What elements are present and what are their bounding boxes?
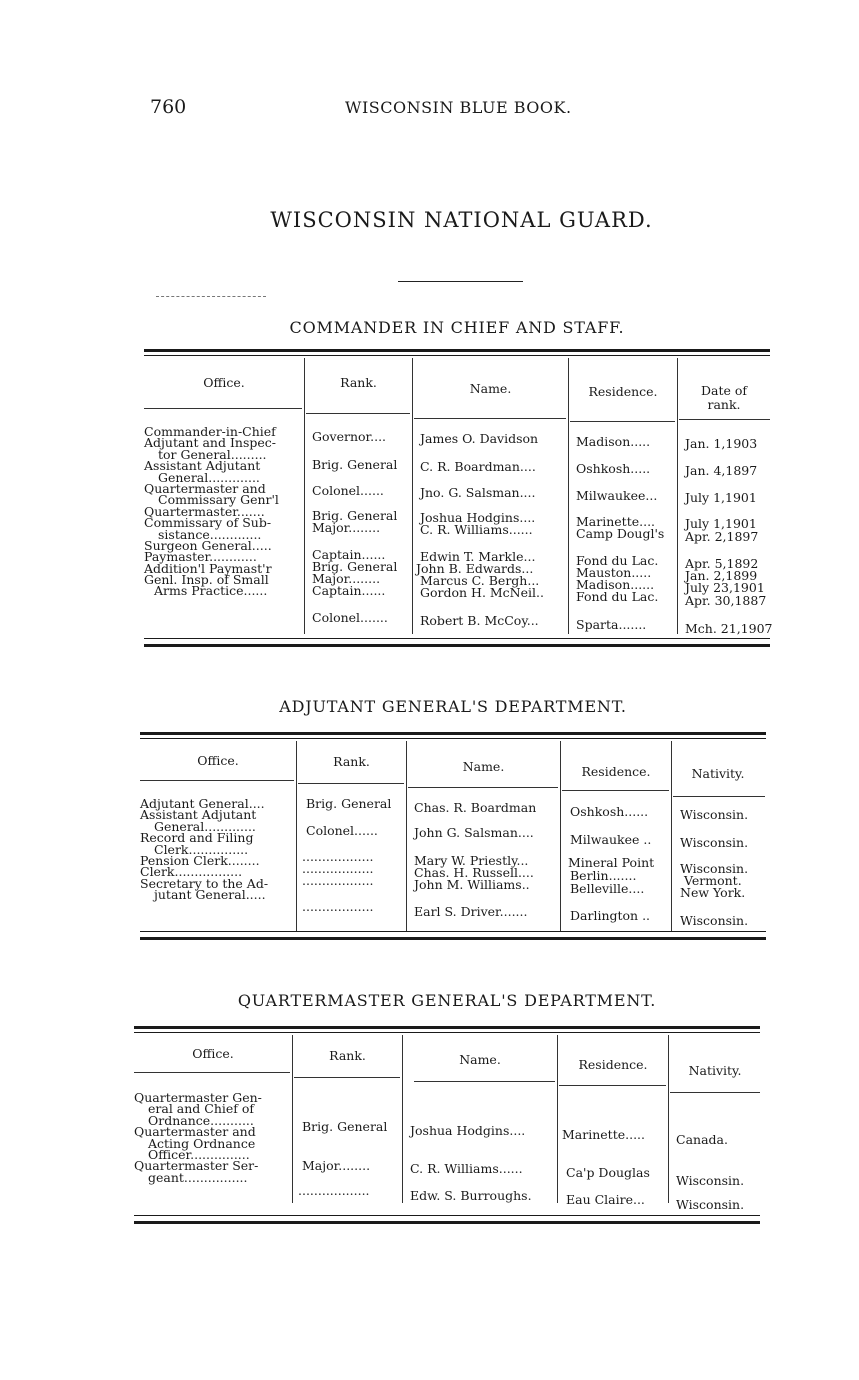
- table-bottom-rule: [134, 1221, 760, 1224]
- residence-cell: Fond du Lac.: [576, 553, 659, 568]
- office-line: Addition'l Paymast'r: [144, 560, 272, 576]
- date-cell: July 1,1901: [685, 490, 757, 505]
- header-name: Name.: [469, 381, 512, 396]
- header-office: Office.: [197, 753, 239, 768]
- section-title: QUARTERMASTER GENERAL'S DEPARTMENT.: [237, 991, 657, 1010]
- name-cell: C. R. Williams......: [420, 522, 533, 537]
- rank-cell: Major........: [312, 520, 381, 535]
- section-adjutant-general: [140, 697, 766, 947]
- title-rule: [398, 281, 523, 282]
- header-rule: [140, 780, 294, 781]
- header-rule: [414, 418, 566, 419]
- table-bottom-rule: [144, 644, 770, 647]
- residence-cell: Madison.....: [576, 434, 651, 449]
- name-cell: Mary W. Priestly...: [414, 853, 529, 868]
- office-line: Clerk.................: [140, 864, 243, 880]
- office-line: Adjutant and Inspec-: [144, 435, 276, 451]
- header-rule: [134, 1072, 290, 1073]
- residence-cell: Ca'p Douglas: [566, 1165, 650, 1180]
- table-top-rule-thin: [134, 1032, 760, 1033]
- office-line: geant................: [148, 1169, 248, 1185]
- date-cell: Apr. 5,1892: [685, 556, 759, 571]
- header-rule: [562, 790, 669, 791]
- residence-cell: Belleville....: [570, 881, 645, 896]
- header-rule: [679, 419, 770, 420]
- office-column: [144, 426, 279, 597]
- residence-cell: Marinette....: [576, 514, 656, 529]
- header-rank: Rank.: [333, 754, 370, 769]
- residence-cell: Milwaukee ..: [570, 832, 652, 847]
- name-cell: Gordon H. McNeil..: [420, 585, 544, 600]
- office-line: Commander-in-Chief: [144, 424, 276, 439]
- header-rule: [414, 1081, 555, 1082]
- rank-cell: Colonel......: [306, 823, 378, 838]
- column-divider: [677, 358, 678, 634]
- name-cell: John M. Williams..: [414, 877, 530, 892]
- office-line: Quartermaster and: [134, 1124, 256, 1140]
- residence-cell: Fond du Lac.: [576, 589, 659, 604]
- date-cell: Mch. 21,1907: [685, 621, 773, 636]
- office-line: Genl. Insp. of Small: [144, 572, 269, 588]
- section-title: ADJUTANT GENERAL'S DEPARTMENT.: [279, 697, 627, 716]
- office-line: Assistant Adjutant: [144, 458, 261, 474]
- name-cell: Robert B. McCoy...: [420, 613, 539, 628]
- rank-cell: Colonel.......: [312, 610, 388, 625]
- date-cell: Jan. 1,1903: [685, 436, 758, 451]
- date-cell: July 23,1901: [685, 580, 765, 595]
- header-rule: [408, 787, 558, 788]
- residence-cell: Milwaukee...: [576, 488, 658, 503]
- office-line: Clerk...............: [154, 841, 249, 857]
- residence-cell: Sparta.......: [576, 617, 647, 632]
- decorative-dash: [156, 296, 266, 297]
- office-column: [134, 1092, 262, 1183]
- table-bottom-rule-thin: [140, 931, 766, 932]
- header-office: Office.: [203, 375, 245, 390]
- header-rule: [670, 1092, 760, 1093]
- rank-cell: Brig. General: [312, 508, 398, 523]
- page-number: 760: [150, 96, 187, 118]
- residence-cell: Oshkosh......: [570, 804, 649, 819]
- table-bottom-rule: [140, 937, 766, 940]
- rank-cell: Major........: [312, 571, 381, 586]
- name-cell: Joshua Hodgins....: [410, 1123, 526, 1138]
- table-top-rule-thin: [144, 355, 770, 356]
- office-line: Quartermaster Ser-: [134, 1158, 259, 1174]
- column-divider: [671, 741, 672, 931]
- header-nativity: Nativity.: [688, 1063, 742, 1078]
- rank-cell: ..................: [298, 1183, 370, 1198]
- name-cell: Edwin T. Markle...: [420, 549, 536, 564]
- office-line: Commissary of Sub-: [144, 515, 272, 531]
- office-line: Adjutant General....: [140, 796, 265, 811]
- date-cell: Jan. 4,1897: [685, 463, 758, 478]
- header-office: Office.: [192, 1046, 234, 1061]
- header-name: Name.: [462, 759, 505, 774]
- residence-cell: Eau Claire...: [566, 1192, 645, 1207]
- office-line: Quartermaster Gen-: [134, 1090, 262, 1105]
- table-top-rule-thin: [140, 738, 766, 739]
- nativity-cell: Wisconsin.: [680, 861, 749, 876]
- header-rule: [306, 413, 410, 414]
- rank-cell: ..................: [302, 873, 374, 888]
- rank-cell: ..................: [302, 849, 374, 864]
- office-line: sistance.............: [158, 526, 262, 542]
- name-cell: Chas. R. Boardman: [414, 800, 537, 815]
- nativity-cell: Wisconsin.: [680, 913, 749, 928]
- office-line: Ordnance...........: [148, 1112, 254, 1128]
- office-line: eral and Chief of: [148, 1101, 255, 1117]
- name-cell: Earl S. Driver.......: [414, 904, 528, 919]
- section-title: COMMANDER IN CHIEF AND STAFF.: [289, 318, 625, 337]
- name-cell: Jno. G. Salsman....: [420, 485, 536, 500]
- table-top-rule: [144, 349, 770, 352]
- date-cell: Apr. 2,1897: [685, 529, 759, 544]
- name-cell: John G. Salsman....: [414, 825, 534, 840]
- rank-cell: Colonel......: [312, 483, 384, 498]
- header-rule: [298, 783, 404, 784]
- header-nativity: Nativity.: [691, 766, 745, 781]
- rank-cell: Major........: [302, 1158, 371, 1173]
- residence-cell: Mineral Point: [568, 855, 655, 870]
- table-top-rule: [134, 1026, 760, 1029]
- date-cell: Apr. 30,1887: [685, 593, 767, 608]
- nativity-cell: Wisconsin.: [676, 1173, 745, 1188]
- office-line: tor General.........: [158, 446, 267, 462]
- date-cell: July 1,1901: [685, 516, 757, 531]
- name-cell: Marcus C. Bergh...: [420, 573, 540, 588]
- office-line: Arms Practice......: [154, 583, 268, 599]
- header-residence: Residence.: [578, 1057, 648, 1072]
- page-title: WISCONSIN NATIONAL GUARD.: [270, 208, 653, 232]
- office-line: Quartermaster and: [144, 480, 266, 496]
- column-divider: [296, 741, 297, 931]
- residence-cell: Mauston.....: [576, 565, 652, 580]
- office-line: Secretary to the Ad-: [140, 875, 269, 891]
- nativity-cell: Canada.: [676, 1132, 728, 1147]
- header-residence: Residence.: [581, 764, 651, 779]
- column-divider: [304, 358, 305, 634]
- date-cell: Jan. 2,1899: [685, 568, 758, 583]
- office-line: Surgeon General.....: [144, 537, 272, 553]
- column-divider: [412, 358, 413, 634]
- office-line: jutant General.....: [154, 887, 266, 903]
- office-line: Officer...............: [148, 1146, 250, 1162]
- table-top-rule: [140, 732, 766, 735]
- section-quartermaster-general: [134, 991, 760, 1241]
- header-rule: [294, 1077, 400, 1078]
- office-line: Record and Filing: [140, 830, 254, 846]
- header-rule: [559, 1085, 666, 1086]
- rank-cell: ..................: [302, 861, 374, 876]
- column-divider: [668, 1035, 669, 1203]
- header-name: Name.: [459, 1052, 501, 1067]
- page-header: [150, 96, 750, 126]
- office-line: Commissary Genr'l: [158, 492, 279, 508]
- nativity-cell: Wisconsin.: [680, 835, 749, 850]
- name-cell: Edw. S. Burroughs.: [410, 1188, 532, 1203]
- nativity-cell: Wisconsin.: [680, 807, 749, 822]
- name-cell: C. R. Boardman....: [420, 459, 536, 474]
- nativity-cell: Vermont.: [684, 873, 742, 888]
- residence-cell: Berlin.......: [570, 868, 637, 883]
- rank-cell: Captain......: [312, 547, 386, 562]
- name-cell: James O. Davidson: [420, 431, 539, 446]
- office-line: Pension Clerk........: [140, 852, 260, 868]
- header-rule: [144, 408, 302, 409]
- rank-cell: Brig. General: [306, 796, 392, 811]
- office-line: General.............: [154, 818, 256, 834]
- residence-cell: Madison......: [576, 577, 655, 592]
- name-cell: Joshua Hodgins....: [420, 510, 536, 525]
- office-line: General.............: [158, 469, 260, 485]
- residence-cell: Camp Dougl's: [576, 526, 665, 541]
- header-rank: Rank.: [340, 375, 377, 390]
- office-line: Paymaster............: [144, 549, 257, 565]
- section-commander-staff: [144, 318, 773, 663]
- name-cell: C. R. Williams......: [410, 1161, 523, 1176]
- rank-cell: Brig. General: [312, 559, 398, 574]
- header-residence: Residence.: [588, 384, 658, 399]
- header-date-of-rank: Date of rank.: [700, 383, 748, 412]
- residence-cell: Marinette.....: [562, 1127, 645, 1142]
- header-rule: [570, 421, 675, 422]
- rank-cell: ..................: [302, 899, 374, 914]
- header-rule: [673, 796, 765, 797]
- table-bottom-rule-thin: [134, 1215, 760, 1216]
- nativity-cell: Wisconsin.: [676, 1197, 745, 1212]
- column-divider: [568, 358, 569, 634]
- office-line: Quartermaster.......: [144, 503, 265, 519]
- office-column: [140, 798, 268, 901]
- name-cell: Chas. H. Russell....: [414, 865, 534, 880]
- office-line: Assistant Adjutant: [140, 807, 257, 823]
- residence-cell: Oshkosh.....: [576, 461, 651, 476]
- rank-cell: Brig. General: [312, 457, 398, 472]
- header-rank: Rank.: [329, 1048, 366, 1063]
- rank-cell: Captain......: [312, 583, 386, 598]
- residence-cell: Darlington ..: [570, 908, 651, 923]
- table-bottom-rule-thin: [144, 638, 770, 639]
- rank-cell: Brig. General: [302, 1119, 388, 1134]
- running-title: WISCONSIN BLUE BOOK.: [345, 98, 572, 117]
- name-cell: John B. Edwards...: [416, 561, 534, 576]
- rank-cell: Governor....: [312, 429, 387, 444]
- office-line: Acting Ordnance: [148, 1135, 256, 1151]
- nativity-cell: New York.: [680, 885, 746, 900]
